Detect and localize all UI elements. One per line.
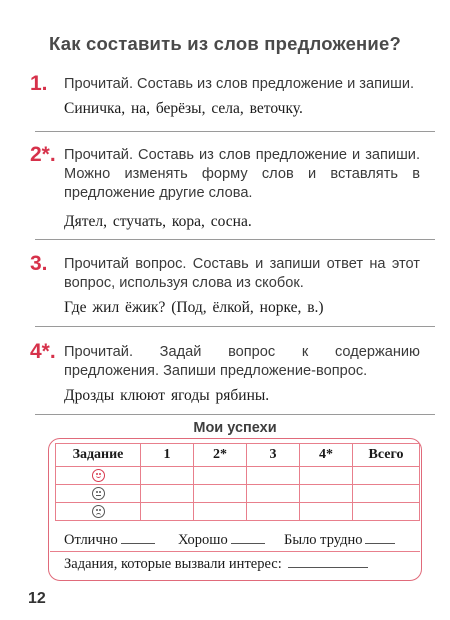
task-instruction: Прочитай. Составь из слов предложение и запиши. [64, 76, 415, 92]
table-cell[interactable] [247, 485, 300, 503]
interest-field[interactable]: Задания, которые вызвали интерес: [64, 556, 368, 573]
table-row [56, 485, 420, 503]
table-header-row [56, 444, 420, 467]
header-task: Задание [56, 444, 141, 467]
table-cell[interactable] [141, 467, 194, 485]
task-instruction: Прочитай. Составь из слов предложение и запиши. Можно изменять форму слов и вставлять в предложение другие слова. [64, 147, 420, 201]
table-cell[interactable] [353, 485, 420, 503]
table-cell[interactable] [353, 503, 420, 521]
neutral-face-icon [92, 487, 105, 500]
task-3 [30, 252, 420, 317]
header-total: Всего [353, 444, 420, 467]
table-cell[interactable] [194, 503, 247, 521]
table-cell[interactable] [141, 485, 194, 503]
header-1: 1 [141, 444, 194, 467]
sad-face-icon [92, 505, 105, 518]
answer-line [35, 326, 435, 327]
divider [50, 551, 420, 552]
table-cell[interactable] [300, 503, 353, 521]
header-3: 3 [247, 444, 300, 467]
page-number: 12 [28, 590, 46, 607]
table-row [56, 467, 420, 485]
rating-hard[interactable]: Было трудно [284, 532, 395, 549]
task-instruction: Прочитай. Задай вопрос к содержанию предложения. Запиши предложение-вопрос. [64, 344, 420, 379]
rating-excellent[interactable]: Отлично [64, 532, 155, 549]
answer-line [35, 131, 435, 132]
table-cell[interactable] [247, 503, 300, 521]
task-words: Где жил ёжик? (Под, ёлкой, норке, в.) [64, 299, 324, 316]
rating-good[interactable]: Хорошо [178, 532, 265, 549]
page-title: Как составить из слов предложение? [49, 33, 401, 54]
task-instruction: Прочитай вопрос. Составь и запиши ответ на этот вопрос, используя слова из скобок. [64, 256, 420, 291]
success-table [55, 443, 420, 521]
table-cell[interactable] [141, 503, 194, 521]
table-cell[interactable] [353, 467, 420, 485]
task-words: Дрозды клюют ягоды рябины. [64, 387, 270, 404]
success-title: Мои успехи [0, 420, 450, 436]
task-number: 4*. [30, 340, 56, 363]
task-2 [30, 143, 420, 231]
table-row [56, 503, 420, 521]
task-number: 3. [30, 252, 48, 275]
answer-line [35, 414, 435, 415]
table-cell[interactable] [194, 467, 247, 485]
task-1 [30, 72, 420, 118]
task-4 [30, 340, 420, 405]
table-cell[interactable] [300, 467, 353, 485]
task-number: 2*. [30, 143, 56, 166]
table-cell[interactable] [247, 467, 300, 485]
header-4: 4* [300, 444, 353, 467]
table-cell[interactable] [300, 485, 353, 503]
smile-face-icon [92, 469, 105, 482]
task-words: Синичка, на, берёзы, села, веточку. [64, 100, 303, 117]
table-cell[interactable] [194, 485, 247, 503]
task-number: 1. [30, 72, 48, 95]
answer-line [35, 239, 435, 240]
task-words: Дятел, стучать, кора, сосна. [64, 213, 252, 230]
header-2: 2* [194, 444, 247, 467]
